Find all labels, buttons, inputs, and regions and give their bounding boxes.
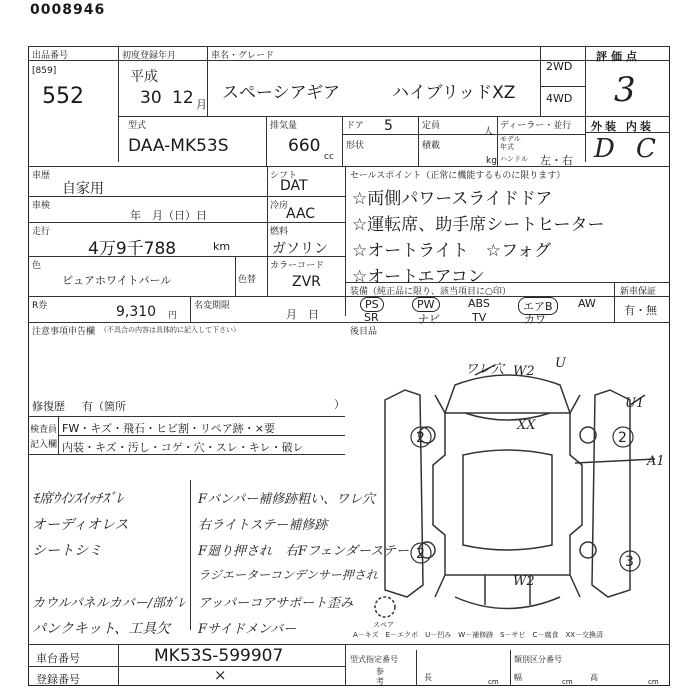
doors-value: 5	[384, 118, 393, 134]
inspection-label: 車検	[32, 201, 51, 211]
new-car-value: 有・無	[624, 304, 657, 317]
damage-legend: A－キズ E－エクボ U－凹み W－補修跡 S－サビ C－腐食 XX－交換済	[353, 631, 604, 639]
inspector-row-2: 内装・キズ・汚し・コゲ・穴・スレ・キレ・破レ	[62, 441, 304, 454]
dealer-label: ディーラー・並行	[500, 121, 572, 131]
inspector-label-2: 記入欄	[30, 440, 58, 450]
sales-item-1: ☆両側パワースライドドア	[352, 189, 553, 209]
usage-label: 車歴	[32, 171, 51, 181]
color-label: 色	[32, 261, 42, 271]
sales-label: セールスポイント（正常に機能するものに限ります）	[350, 171, 566, 181]
footer-dim-height: 高	[590, 673, 598, 682]
mark-xx: XX	[517, 418, 536, 433]
sales-item-2: ☆運転席、助手席シートヒーター	[352, 215, 605, 235]
first-reg-month-unit: 月	[196, 98, 207, 111]
doors-label: ドア	[346, 121, 364, 131]
displacement-value: 660	[288, 136, 321, 156]
note-right-6: Fサイドメンバー	[198, 622, 297, 637]
equip-navi: ナビ	[418, 313, 440, 326]
spare-label: スペア	[373, 621, 394, 629]
fuel-value: ガソリン	[272, 241, 328, 257]
mark-u-front: U	[555, 356, 566, 371]
first-reg-era: 平成	[130, 69, 158, 85]
note-right-5: アッパーコアサポート歪み	[198, 596, 354, 611]
type-value: DAA-MK53S	[128, 136, 229, 156]
note-right-2: 右ライトステー補修跡	[198, 518, 328, 533]
displacement-unit: cc	[324, 152, 334, 162]
inspector-row-1: FW・キズ・飛石・ヒビ割・リペア跡・×要	[62, 422, 275, 435]
note-right-4: ラジエーターコンデンサー押され	[198, 568, 378, 582]
name-change-value: 月 日	[286, 308, 319, 321]
drive-2wd: 2WD	[546, 60, 573, 73]
mark-2-left-rear: 2	[416, 546, 425, 562]
repair-value: 有（箇所	[82, 400, 126, 413]
sales-item-4: ☆オートエアコン	[352, 267, 485, 287]
footer-sub-1: 参	[376, 667, 384, 676]
equip-tv: TV	[472, 311, 487, 324]
first-reg-month: 12	[172, 88, 194, 108]
notes-label: 注意事項申告欄	[32, 327, 96, 337]
mark-2-right-front: 2	[618, 430, 627, 446]
aircon-value: AAC	[286, 206, 316, 222]
mileage-label: 走行	[32, 227, 51, 237]
note-right-3: F廻り押され 右Fフェンダーステー	[198, 544, 409, 559]
footer-dim-width: 幅	[514, 673, 522, 682]
shift-label: シフト	[270, 171, 298, 181]
shape-label: 形状	[346, 141, 365, 151]
handle-value: 左・右	[540, 154, 573, 167]
equip-leather: カワ	[524, 313, 546, 326]
equip-ps: PS	[360, 297, 384, 312]
model-label: モデル	[500, 135, 521, 143]
footer-label-2: 類別区分番号	[514, 655, 562, 664]
equipment-label: 装備（純正品に限り、該当項目に○印）	[350, 287, 511, 297]
top-number: 0008946	[30, 2, 106, 18]
recycle-label: R券	[32, 301, 48, 311]
mark-u1: U1	[625, 396, 645, 411]
note-left-1: ﾓ席ｳｲﾝｽｲｯﾁｽﾞﾚ	[32, 491, 123, 507]
footer-unit-1: cm	[488, 678, 499, 686]
first-reg-year: 30	[140, 88, 162, 108]
exterior-grade: D	[594, 134, 615, 164]
name-label: 車名・グレード	[211, 51, 275, 61]
name-change-label: 名変期限	[194, 301, 231, 311]
mark-3-right-rear: 3	[625, 554, 634, 570]
lot-number: 552	[42, 84, 84, 109]
recycle-unit: 円	[168, 311, 178, 321]
year-label: 年式	[500, 143, 514, 151]
equip-airbag: エアB	[518, 297, 558, 315]
usage-value: 自家用	[62, 181, 104, 197]
color-code-label: カラーコード	[270, 261, 325, 271]
mark-w2-rear: W2	[513, 574, 535, 589]
vin-value: MK53S-599907	[154, 646, 284, 666]
equip-sr: SR	[364, 311, 379, 324]
color-code: ZVR	[292, 274, 321, 290]
load-label: 積載	[422, 141, 441, 151]
aircon-label: 冷房	[270, 201, 289, 211]
repair-close: ）	[334, 398, 345, 411]
ext-int-label: 外装 内装	[591, 120, 654, 133]
mileage-unit: km	[213, 240, 231, 253]
note-left-4: カウルパネルカバー/部ｶﾞﾚ	[32, 596, 185, 611]
mark-2-left-front: 2	[416, 430, 425, 446]
interior-grade: C	[636, 134, 656, 164]
score-label: 評価点	[596, 50, 641, 63]
note-left-3: シートシミ	[32, 543, 102, 559]
note-left-5: パンクキット、工具欠	[32, 621, 171, 637]
mark-a1: A1	[647, 454, 665, 469]
footer-unit-3: cm	[648, 678, 659, 686]
footer-sub-2: 考	[376, 677, 384, 686]
color-value: ピュアホワイトパール	[62, 274, 172, 287]
color-change-label: 色替	[238, 275, 257, 285]
new-car-label: 新車保証	[620, 287, 657, 297]
mileage-value: 4万9千788	[88, 239, 177, 259]
sales-item-3: ☆オートライト ☆フォグ	[352, 241, 552, 261]
after-label: 後目品	[350, 327, 378, 337]
fuel-label: 燃料	[270, 227, 289, 237]
first-reg-label: 初度登録年月	[122, 51, 177, 61]
notes-sub: （不具合の内容は具体的に記入して下さい）	[100, 326, 240, 334]
plate-label: 登録番号	[36, 673, 80, 686]
inspection-value: 年 月（日）日	[130, 209, 207, 222]
load-unit: kg	[486, 156, 497, 166]
mark-w2-front: W2	[513, 364, 535, 379]
footer-dim-length: 長	[424, 673, 432, 682]
handle-label: ハンドル	[500, 155, 528, 163]
lot-code: [859]	[32, 66, 57, 76]
car-grade: ハイブリッドXZ	[392, 83, 516, 103]
repair-label: 修復歴	[32, 400, 65, 413]
equip-abs: ABS	[468, 297, 490, 310]
note-left-2: オーディオレス	[32, 517, 129, 533]
score-value: 3	[614, 70, 636, 110]
capacity-label: 定員	[422, 121, 441, 131]
footer-unit-2: cm	[562, 678, 573, 686]
displacement-label: 排気量	[270, 121, 298, 131]
equip-aw: AW	[578, 297, 596, 310]
capacity-unit: 人	[484, 127, 494, 137]
car-damage-diagram	[345, 335, 670, 640]
mark-crack-hole: ワレ穴	[465, 362, 505, 377]
lot-label: 出品番号	[32, 51, 69, 61]
recycle-value: 9,310	[116, 304, 157, 320]
shift-value: DAT	[280, 178, 308, 194]
drive-4wd: 4WD	[546, 92, 573, 105]
plate-value: ×	[214, 666, 227, 684]
footer-label-1: 型式指定番号	[350, 655, 398, 664]
inspector-label-1: 検査員	[30, 425, 58, 435]
vin-label: 車台番号	[36, 652, 80, 665]
note-right-1: Fバンパー補修跡粗い、ワレ穴	[198, 492, 376, 507]
equip-pw: PW	[412, 297, 440, 312]
car-model: スペーシアギア	[222, 83, 340, 103]
type-label: 型式	[128, 121, 147, 131]
